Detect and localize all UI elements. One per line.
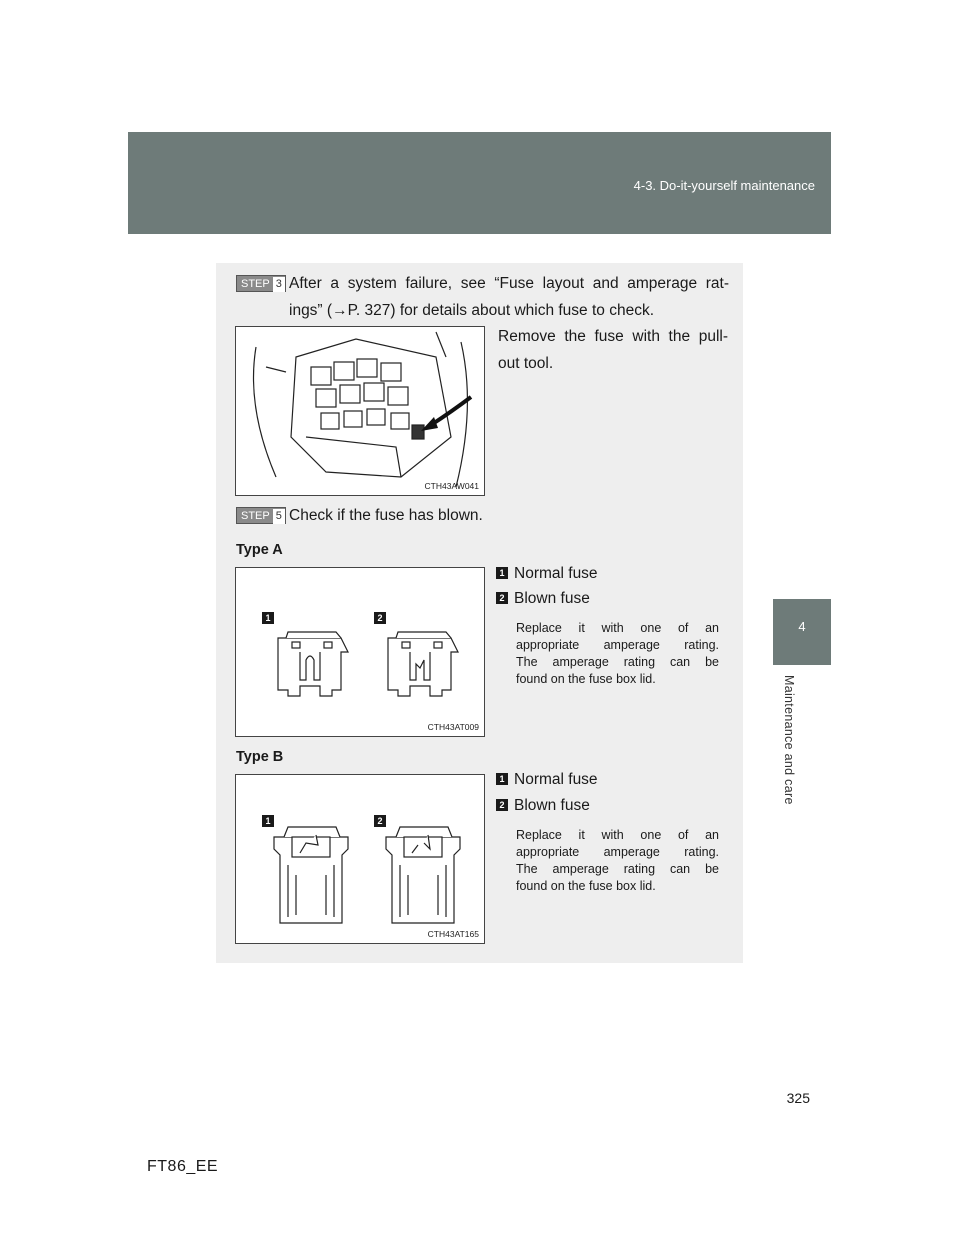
- type-b-item-2-text: Blown fuse: [514, 797, 590, 814]
- step5-badge-label: STEP: [241, 510, 270, 522]
- type-a-callout-2: 2: [374, 612, 386, 624]
- type-b-fuse-drawing: [236, 775, 484, 943]
- type-a-note-line: Replace it with one of an: [516, 621, 719, 635]
- step5-badge: [236, 507, 286, 524]
- step3-number: 3: [273, 277, 285, 292]
- step3-badge-label: STEP: [241, 278, 270, 290]
- type-b-figure-code: CTH43AT165: [427, 929, 479, 939]
- content-panel: [216, 263, 743, 963]
- type-b-item-1: [496, 770, 598, 790]
- header-band: [128, 132, 831, 234]
- type-a-item-1-marker: 1: [496, 567, 508, 579]
- type-a-note-line: found on the fuse box lid.: [516, 672, 656, 686]
- type-b-note-line: Replace it with one of an: [516, 828, 719, 842]
- type-b-item-2: [496, 796, 590, 816]
- type-b-note-line: appropriate amperage rating.: [516, 845, 719, 859]
- page-number: 325: [786, 1090, 810, 1106]
- type-b-callout-2: 2: [374, 815, 386, 827]
- fuse-box-illustration: [235, 326, 485, 496]
- type-b-title: Type B: [236, 749, 284, 765]
- type-a-callout-1: 1: [262, 612, 274, 624]
- type-b-figure: [235, 774, 485, 944]
- type-b-note: [516, 827, 719, 895]
- step5-number: 5: [273, 509, 285, 524]
- type-a-fuse-drawing: [236, 568, 484, 736]
- type-b-note-line: The amperage rating can be: [516, 862, 719, 876]
- type-a-item-2-text: Blown fuse: [514, 590, 590, 607]
- type-b-note-line: found on the fuse box lid.: [516, 879, 656, 893]
- step4-line1: Remove the fuse with the pull-: [498, 328, 728, 345]
- step4-line2: out tool.: [498, 355, 554, 372]
- type-b-item-2-marker: 2: [496, 799, 508, 811]
- type-a-figure-code: CTH43AT009: [427, 722, 479, 732]
- type-a-figure: [235, 567, 485, 737]
- type-a-item-1-text: Normal fuse: [514, 565, 598, 582]
- type-b-callout-1: 1: [262, 815, 274, 827]
- type-a-note: [516, 620, 719, 688]
- step4-figure-code: CTH43AW041: [424, 481, 479, 491]
- chapter-side-label: [780, 675, 800, 845]
- type-b-item-1-text: Normal fuse: [514, 771, 598, 788]
- type-a-item-2: [496, 589, 590, 609]
- type-a-item-1: [496, 564, 598, 584]
- type-a-note-line: appropriate amperage rating.: [516, 638, 719, 652]
- chapter-label-text: Maintenance and care: [782, 675, 796, 805]
- section-title: 4-3. Do-it-yourself maintenance: [633, 178, 815, 193]
- chapter-number: 4: [798, 619, 806, 634]
- step3-line1: After a system failure, see “Fuse layout and amperage rat-: [289, 275, 729, 292]
- type-b-item-1-marker: 1: [496, 773, 508, 785]
- fuse-box-drawing: [236, 327, 484, 495]
- type-a-note-line: The amperage rating can be: [516, 655, 719, 669]
- step3-line2: ings” (→P. 327) for details about which fuse to check.: [289, 302, 655, 319]
- chapter-tab: [773, 599, 831, 665]
- step3-badge: [236, 275, 286, 292]
- footer-code: FT86_EE: [147, 1158, 219, 1175]
- type-a-title: Type A: [236, 542, 283, 558]
- type-a-item-2-marker: 2: [496, 592, 508, 604]
- step5-text: Check if the fuse has blown.: [289, 507, 483, 524]
